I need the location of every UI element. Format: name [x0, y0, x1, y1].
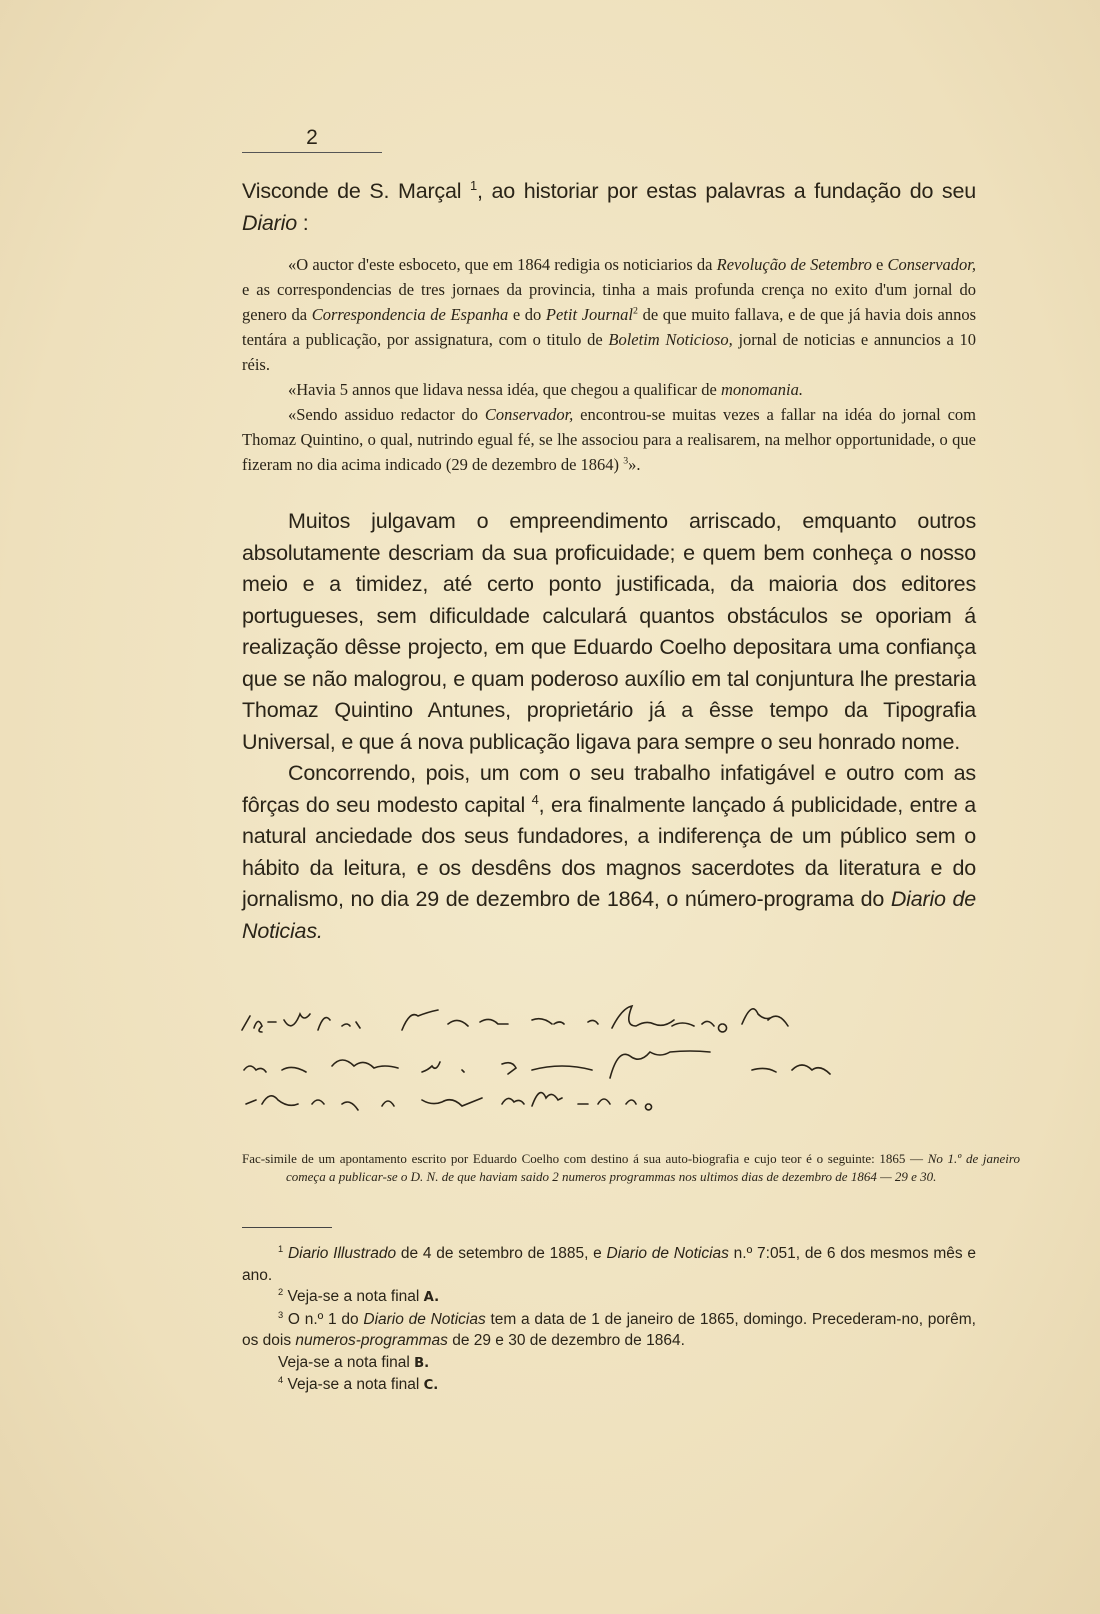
text-run: Veja-se a nota final [278, 1353, 415, 1371]
text-run: «Sendo assiduo redactor do [288, 405, 485, 424]
footnote-marker: 4 [278, 1374, 284, 1385]
text-run: Visconde de S. Marçal [242, 179, 471, 203]
text-run: e do [508, 305, 546, 324]
text-run: e [871, 255, 888, 274]
footnotes [242, 1243, 976, 1397]
body-paragraph [242, 506, 976, 758]
text-run: Muitos julgavam o empreendimento arriscado, emquanto outros absolutamente descriam da sua proficuidade; e quem bem conheça o nosso meio e a timidez, até certo ponto justificada, da maioria dos editores portugueses, sem dificuldade calculará quantos obstáculos se oporiam á realização dêsse projecto, em que Eduardo Coelho depositara uma confiança que se não malogrou, e quam poderoso auxílio em tal conjuntura lhe prestaria Thomaz Quintino Antunes, proprietário já a êsse tempo da Tipografia Universal, e que á nova publicação ligava para sempre o seu honrado nome. [242, 509, 976, 754]
footnote [242, 1374, 976, 1397]
intro-text [242, 176, 976, 239]
footnote-marker: 4 [531, 791, 539, 807]
facsimile-caption [242, 1150, 1020, 1186]
italic-text: Diario de Noticias [363, 1310, 486, 1328]
page-number: 2 [242, 126, 382, 153]
italic-text: Diario de Noticias. [242, 887, 977, 943]
text-run: n.º 7:051, de 6 dos mesmos mês e ano. [242, 1245, 976, 1284]
text-run: encontrou-se muitas vezes a fallar na idéa do jornal com Thomaz Quintino, o qual, nutrindo egual fé, se lhe associou para a realisarem, na melhor opportunidade, o que fizeram no dia acima indicado (29 de dezembro de 1864) [242, 405, 976, 474]
footnote-marker: 3 [623, 455, 629, 467]
italic-text: monomania. [720, 380, 804, 399]
text-run: Fac-simile de um apontamento escrito por Eduardo Coelho com destino á sua auto-biografia e cujo teor é o seguinte: 1865 — [242, 1151, 928, 1166]
footnote-marker: 1 [470, 177, 477, 193]
text-run: de 29 e 30 de dezembro de 1864. [447, 1332, 685, 1349]
footnote-marker: 2 [633, 305, 638, 317]
text-run: de que muito fallava, e de que já havia dois annos tentára a publicação, por assignatura, com o titulo de [242, 305, 976, 349]
quote-paragraph [242, 252, 976, 377]
footnote-marker: 2 [278, 1286, 284, 1297]
text-run: e as correspondencias de tres jornaes da provincia, tinha a mais profunda crença no exito d'um jornal do genero da [242, 280, 976, 324]
italic-text: Diario [242, 210, 297, 235]
italic-text: Correspondencia de Espanha [311, 305, 509, 324]
bold-text: C. [423, 1378, 439, 1393]
text-run: de 4 de setembro de 1885, e [396, 1245, 607, 1262]
italic-text: Diario de Noticias [606, 1245, 729, 1262]
italic-text: Diario Illustrado [287, 1245, 397, 1262]
italic-text: Conservador, [484, 405, 574, 424]
bold-text: B. [414, 1355, 430, 1371]
quote-paragraph [242, 402, 976, 477]
text-run: «Havia 5 annos que lidava nessa idéa, que chegou a qualificar de [288, 380, 721, 399]
text-run: Veja-se a nota final [283, 1288, 424, 1305]
bold-text: A. [423, 1290, 440, 1305]
handwriting-line [242, 1006, 788, 1032]
block-quote [242, 252, 976, 477]
footnote [242, 1243, 976, 1286]
text-run: Concorrendo, pois, um com o seu trabalho infatigável e outro com as fôrças do seu modesto capital [242, 761, 976, 817]
footnote [242, 1309, 976, 1352]
italic-text: Revolução de Setembro [716, 255, 872, 274]
text-run: tem a data de 1 de janeiro de 1865, domingo. Precederam-no, porêm, os dois [242, 1310, 976, 1349]
intro-paragraph [242, 176, 976, 239]
footnote-divider [242, 1227, 332, 1228]
footnote [242, 1352, 976, 1375]
italic-text: No 1.º de janeiro começa a publicar-se o D. N. de que haviam saido 2 numeros programmas nos ultimos dias de dezembro de 1864 — 29 e 30. [286, 1151, 1020, 1184]
text-run: «O auctor d'este esboceto, que em 1864 redigia os noticiarios da [288, 255, 717, 274]
quote-paragraph [242, 377, 976, 402]
italic-text: Boletim Noticioso, [608, 330, 733, 349]
text-run: ». [628, 455, 641, 474]
italic-text: Conservador, [887, 255, 976, 274]
text-run: : [296, 210, 309, 235]
italic-text: numeros-programmas [295, 1332, 448, 1349]
body-text [242, 506, 976, 947]
text-run: , era finalmente lançado á publicidade, entre a natural anciedade dos seus fundadores, a indiferença de um público sem o hábito da leitura, e os desdêns dos magnos sacerdotes da literatura e do jornalismo, no dia 29 de dezembro de 1864, o número-programa do [242, 792, 976, 911]
footnote-marker: 1 [278, 1243, 284, 1254]
handwritten-facsimile [232, 1000, 992, 1130]
footnote [242, 1286, 976, 1309]
italic-text: Petit Journal [545, 305, 634, 324]
text-run: O n.º 1 do [283, 1310, 364, 1328]
text-run: , ao historiar por estas palavras a fundação do seu [477, 179, 976, 203]
text-run: jornal de noticias e annuncios a 10 réis. [242, 330, 976, 374]
body-paragraph [242, 758, 976, 947]
handwriting-line [244, 1051, 830, 1078]
handwriting-line [246, 1093, 652, 1110]
footnote-marker: 3 [278, 1309, 284, 1320]
text-run: Veja-se a nota final [283, 1376, 424, 1393]
